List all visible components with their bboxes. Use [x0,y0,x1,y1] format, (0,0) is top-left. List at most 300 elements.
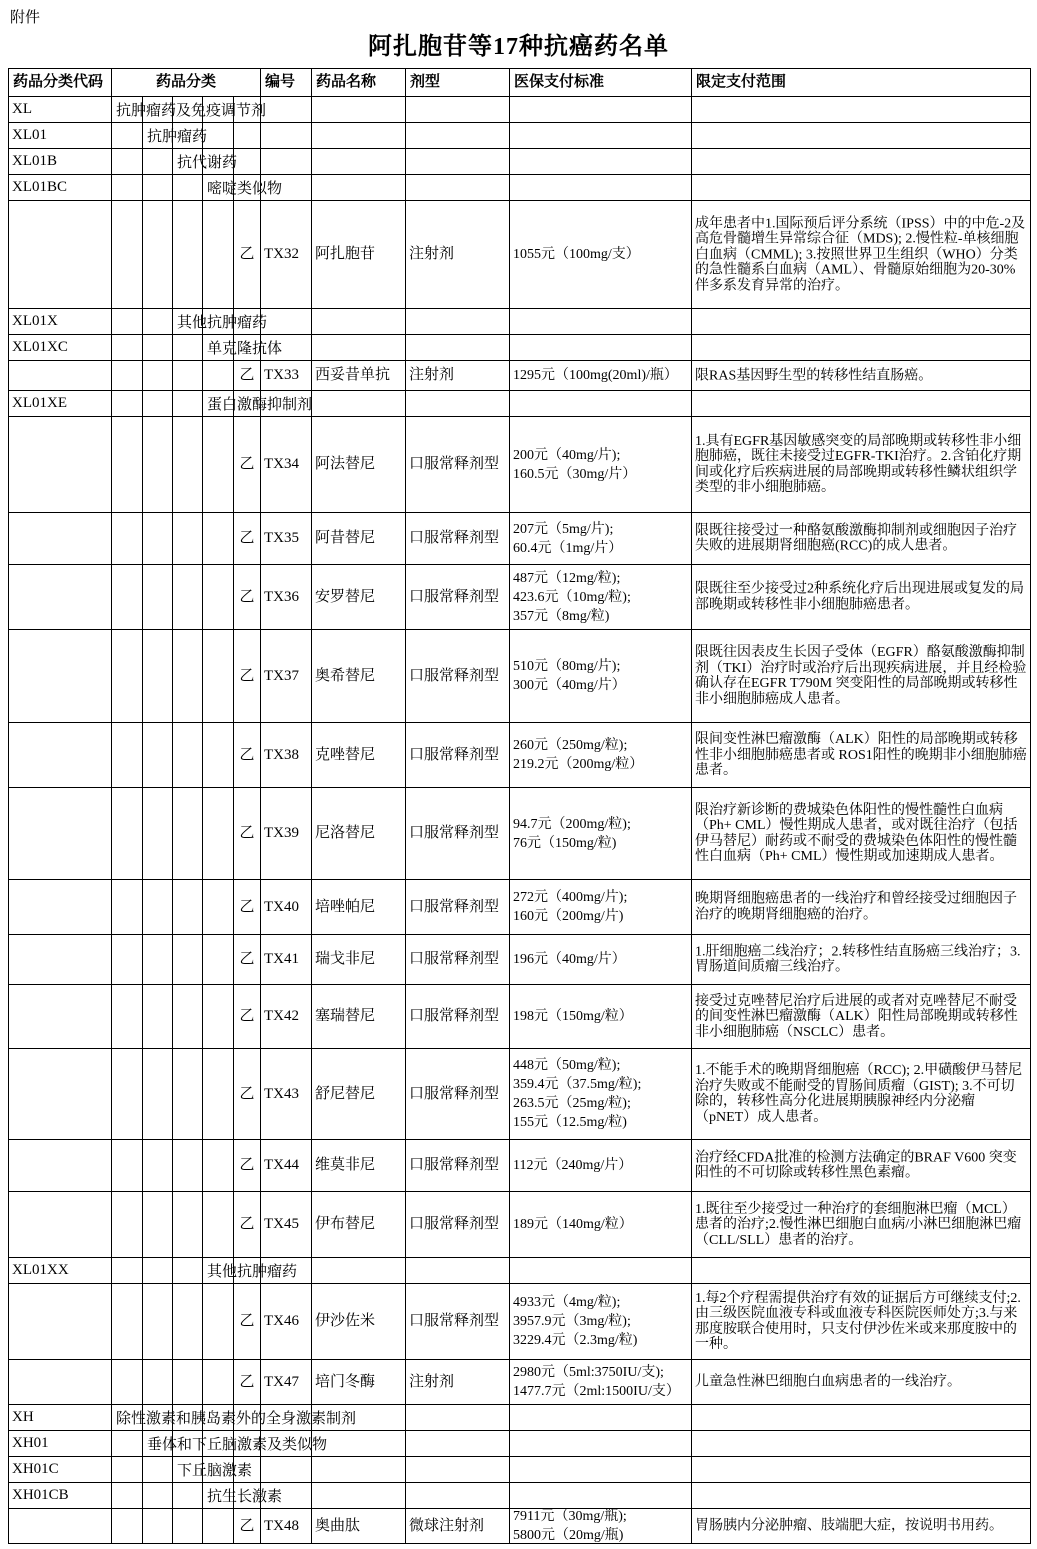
drug-name: 瑞戈非尼 [312,935,406,985]
table-cell [9,788,112,880]
table-cell [9,361,112,391]
table-cell [692,309,1031,335]
drug-name: 舒尼替尼 [312,1049,406,1140]
table-cell [510,391,692,417]
category-row [9,335,1031,361]
price-standard [510,1140,692,1192]
table-cell [143,1483,173,1509]
category-code: XL01X [9,309,112,335]
table-cell [203,1457,234,1483]
payment-scope [692,565,1031,630]
dosage-form: 口服常释剂型 [406,513,510,565]
table-cell [312,335,406,361]
table-cell [234,1431,261,1457]
drug-table [8,68,1031,1544]
category-row [9,1258,1031,1284]
table-cell [143,565,173,630]
table-cell [143,123,173,149]
table-cell [312,97,406,123]
category-code: XL01B [9,149,112,175]
payment-scope [692,1049,1031,1140]
table-cell [9,417,112,513]
category-row [9,123,1031,149]
table-cell [234,1405,261,1431]
drug-row [9,1284,1031,1360]
table-cell [112,123,143,149]
category-label: 抗肿瘤药及免疫调节剂 [116,103,267,119]
dosage-form: 口服常释剂型 [406,788,510,880]
drug-no: TX40 [261,880,312,935]
table-cell [261,1405,312,1431]
table-cell [406,97,510,123]
payment-scope-text: 限RAS基因野生型的转移性结直肠癌。 [695,367,933,383]
grade-cell: 乙 [234,565,261,630]
table-cell [143,1284,173,1360]
category-row [9,391,1031,417]
table-cell [261,149,312,175]
table-cell [112,175,143,201]
table-cell [9,630,112,723]
header-cell-1: 药品分类 [112,69,261,97]
table-cell [692,391,1031,417]
payment-scope-text: 成年患者中1.国际预后评分系统（IPSS）中的中危-2及高危骨髓增生异常综合征（MDS); 2.慢性粒-单核细胞白血病（CMML); 3.按照世界卫生组织（WHO）分类的急性髓系白血病（AML）、骨髓原始细胞为20-30%伴多系发育异常的治疗。 [695,215,1026,293]
price-standard [510,1509,692,1544]
table-cell [510,1483,692,1509]
table-cell [173,513,203,565]
table-cell [234,1457,261,1483]
table-cell [173,1049,203,1140]
dosage-form: 口服常释剂型 [406,565,510,630]
table-cell [261,97,312,123]
table-cell [510,1258,692,1284]
drug-no: TX48 [261,1509,312,1544]
table-cell [406,1457,510,1483]
table-cell [173,1360,203,1405]
table-cell [234,335,261,361]
table-cell [692,123,1031,149]
payment-scope-text: 1.不能手术的晚期肾细胞癌（RCC); 2.甲磺酸伊马替尼治疗失败或不能耐受的胃肠间质瘤（GIST); 3.不可切除的，转移性高分化进展期胰腺神经内分泌瘤（pNET）成人患者。 [695,1063,1023,1125]
drug-row [9,417,1031,513]
drug-row [9,1192,1031,1258]
price-line: 260元（250mg/粒); [513,738,628,753]
table-cell [143,391,173,417]
table-cell [510,123,692,149]
dosage-form: 微球注射剂 [406,1509,510,1544]
table-cell [203,309,234,335]
table-cell [173,201,203,309]
dosage-form: 口服常释剂型 [406,1049,510,1140]
table-cell [173,1140,203,1192]
table-cell [692,175,1031,201]
table-cell [203,513,234,565]
drug-row [9,985,1031,1049]
drug-name: 尼洛替尼 [312,788,406,880]
drug-row [9,880,1031,935]
table-cell [112,1457,143,1483]
category-row [9,309,1031,335]
table-cell [510,97,692,123]
payment-scope [692,935,1031,985]
drug-no: TX44 [261,1140,312,1192]
price-standard [510,1360,692,1405]
grade-cell: 乙 [234,880,261,935]
table-cell [234,1258,261,1284]
table-cell [9,513,112,565]
drug-row [9,1509,1031,1544]
table-cell [9,1284,112,1360]
price-line: 448元（50mg/粒); [513,1058,621,1073]
grade-cell: 乙 [234,201,261,309]
table-cell [692,97,1031,123]
price-standard [510,361,692,391]
drug-no: TX35 [261,513,312,565]
table-cell [173,1258,203,1284]
grade-cell: 乙 [234,1284,261,1360]
table-cell [173,335,203,361]
price-standard [510,565,692,630]
table-cell [112,1192,143,1258]
drug-no: TX32 [261,201,312,309]
dosage-form: 口服常释剂型 [406,1192,510,1258]
table-cell [9,565,112,630]
table-cell [143,1192,173,1258]
table-cell [143,985,173,1049]
table-cell [406,123,510,149]
table-cell [112,630,143,723]
table-cell [143,1509,173,1544]
table-cell [510,1457,692,1483]
payment-scope-text: 1.每2个疗程需提供治疗有效的证据后方可继续支付;2.由三级医院血液专科或血液专科医院医师处方;3.与来那度胺联合使用时，只支付伊沙佐米或来那度胺中的一种。 [695,1290,1021,1352]
table-cell [261,1457,312,1483]
grade-cell: 乙 [234,985,261,1049]
table-cell [312,175,406,201]
table-cell [510,149,692,175]
table-cell [173,723,203,788]
table-cell [234,149,261,175]
drug-name: 西妥昔单抗 [312,361,406,391]
drug-no: TX43 [261,1049,312,1140]
table-cell [312,391,406,417]
table-cell [143,1140,173,1192]
table-cell [112,565,143,630]
table-cell [261,1258,312,1284]
table-cell [406,335,510,361]
drug-name: 安罗替尼 [312,565,406,630]
table-cell [203,1509,234,1544]
table-cell [234,123,261,149]
drug-no: TX33 [261,361,312,391]
table-cell [9,1140,112,1192]
table-cell [510,335,692,361]
table-cell [173,309,203,335]
price-standard [510,513,692,565]
table-cell [510,1431,692,1457]
price-line: 272元（400mg/片); [513,890,628,905]
drug-no: TX47 [261,1360,312,1405]
payment-scope-text: 限既往至少接受过2种系统化疗后出现进展或复发的局部晚期或转移性非小细胞肺癌患者。 [695,581,1024,612]
table-cell [143,201,173,309]
price-standard [510,630,692,723]
category-code: XH01CB [9,1483,112,1509]
table-cell [203,1360,234,1405]
table-cell [261,391,312,417]
price-line: 5800元（20mg/瓶) [513,1528,624,1543]
table-cell [112,417,143,513]
grade-cell: 乙 [234,1509,261,1544]
category-code: XL01XX [9,1258,112,1284]
price-line: 189元（140mg/粒） [513,1217,633,1232]
drug-no: TX41 [261,935,312,985]
table-cell [173,630,203,723]
table-cell [203,630,234,723]
payment-scope [692,1140,1031,1192]
table-cell [143,149,173,175]
table-cell [173,880,203,935]
table-cell [203,361,234,391]
table-cell [112,1405,143,1431]
table-cell [406,149,510,175]
table-cell [143,788,173,880]
table-cell [143,1258,173,1284]
grade-cell: 乙 [234,513,261,565]
drug-no: TX34 [261,417,312,513]
drug-name: 伊沙佐米 [312,1284,406,1360]
drug-name: 奥希替尼 [312,630,406,723]
category-code: XL01BC [9,175,112,201]
table-cell [9,1509,112,1544]
grade-cell: 乙 [234,1049,261,1140]
payment-scope [692,788,1031,880]
price-line: 160.5元（30mg/片） [513,466,637,482]
payment-scope-text: 限间变性淋巴瘤激酶（ALK）阳性的局部晚期或转移性非小细胞肺癌患者或 ROS1阳性的晚期非小细胞肺癌患者。 [695,731,1027,778]
grade-cell: 乙 [234,788,261,880]
table-cell [203,788,234,880]
table-cell [261,175,312,201]
category-label: 抗生长激素 [207,1489,283,1505]
category-label: 蛋白激酶抑制剂 [207,397,313,413]
category-code: XH [9,1405,112,1431]
price-line: 7911元（30mg/瓶); [513,1509,627,1524]
table-cell [406,1258,510,1284]
table-cell [9,985,112,1049]
table-cell [112,1483,143,1509]
dosage-form: 口服常释剂型 [406,880,510,935]
header-cell-3: 药品名称 [312,69,406,97]
table-cell [112,880,143,935]
table-cell [143,1049,173,1140]
category-row [9,175,1031,201]
drug-no: TX38 [261,723,312,788]
header-cell-0: 药品分类代码 [9,69,112,97]
grade-cell: 乙 [234,1360,261,1405]
category-code: XH01 [9,1431,112,1457]
table-cell [234,175,261,201]
dosage-form: 口服常释剂型 [406,1284,510,1360]
table-cell [692,1431,1031,1457]
table-cell [9,201,112,309]
table-cell [234,391,261,417]
drug-no: TX45 [261,1192,312,1258]
table-cell [510,1405,692,1431]
table-cell [112,985,143,1049]
table-cell [112,149,143,175]
grade-cell: 乙 [234,630,261,723]
payment-scope [692,417,1031,513]
price-line: 2980元（5ml:3750IU/支); [513,1365,664,1380]
dosage-form: 口服常释剂型 [406,630,510,723]
header-cell-2: 编号 [261,69,312,97]
table-cell [143,723,173,788]
category-code: XL01XC [9,335,112,361]
table-cell [203,149,234,175]
drug-name: 阿法替尼 [312,417,406,513]
price-line: 423.6元（10mg/粒); [513,589,631,605]
table-cell [406,1405,510,1431]
grade-cell: 乙 [234,1140,261,1192]
category-label: 抗代谢药 [177,155,238,171]
table-cell [312,1405,406,1431]
drug-name: 克唑替尼 [312,723,406,788]
price-standard [510,417,692,513]
drug-name: 阿扎胞苷 [312,201,406,309]
drug-no: TX42 [261,985,312,1049]
table-cell [234,1483,261,1509]
price-line: 94.7元（200mg/粒); [513,816,631,832]
table-cell [143,1405,173,1431]
payment-scope [692,1192,1031,1258]
price-line: 487元（12mg/粒); [513,570,621,586]
table-cell [143,97,173,123]
table-cell [203,1049,234,1140]
drug-name: 伊布替尼 [312,1192,406,1258]
price-line: 1055元（100mg/支） [513,247,640,262]
table-cell [692,1457,1031,1483]
table-cell [203,1192,234,1258]
payment-scope [692,1284,1031,1360]
price-standard [510,201,692,309]
drug-no: TX39 [261,788,312,880]
payment-scope [692,201,1031,309]
table-cell [173,175,203,201]
table-cell [261,309,312,335]
price-line: 219.2元（200mg/粒） [513,757,644,772]
payment-scope-text: 限既往接受过一种酪氨酸激酶抑制剂或细胞因子治疗失败的进展期肾细胞癌(RCC)的成人患者。 [695,523,1017,554]
table-cell [312,123,406,149]
table-cell [173,1405,203,1431]
table-cell [203,417,234,513]
header-cell-5: 医保支付标准 [510,69,692,97]
drug-row [9,565,1031,630]
table-cell [143,880,173,935]
table-cell [143,1431,173,1457]
drug-no: TX36 [261,565,312,630]
table-cell [112,335,143,361]
table-cell [692,335,1031,361]
table-cell [203,1405,234,1431]
table-cell [112,1284,143,1360]
price-standard [510,723,692,788]
price-line: 60.4元（1mg/片） [513,540,623,556]
table-cell [173,361,203,391]
table-cell [9,1049,112,1140]
payment-scope-text: 接受过克唑替尼治疗后进展的或者对克唑替尼不耐受的间变性淋巴瘤激酶（ALK）阳性局部晚期或转移性非小细胞肺癌（NSCLC）患者。 [695,993,1018,1040]
table-cell [173,391,203,417]
table-cell [234,97,261,123]
table-cell [9,723,112,788]
table-cell [203,1258,234,1284]
drug-name: 塞瑞替尼 [312,985,406,1049]
payment-scope [692,1360,1031,1405]
table-cell [143,1360,173,1405]
table-cell [406,309,510,335]
grade-cell: 乙 [234,1192,261,1258]
table-cell [692,1405,1031,1431]
drug-row [9,788,1031,880]
category-row [9,1457,1031,1483]
table-cell [234,309,261,335]
page-title: 阿扎胞苷等17种抗癌药名单 [368,34,669,60]
payment-scope [692,361,1031,391]
payment-scope [692,513,1031,565]
price-standard [510,788,692,880]
table-cell [203,1483,234,1509]
table-cell [112,309,143,335]
category-label: 其他抗肿瘤药 [207,1264,298,1280]
payment-scope [692,985,1031,1049]
table-cell [112,1049,143,1140]
table-cell [312,1483,406,1509]
category-row [9,1483,1031,1509]
table-cell [112,1431,143,1457]
price-standard [510,1284,692,1360]
payment-scope-text: 限既往因表皮生长因子受体（EGFR）酪氨酸激酶抑制剂（TKI）治疗时或治疗后出现疾病进展，并且经检验确认存在EGFR T790M 突变阳性的局部晚期或转移性非小细胞肺癌成人患者。 [695,645,1027,707]
category-label: 除性激素和胰岛素外的全身激素制剂 [116,1411,357,1427]
price-line: 1477.7元（2ml:1500IU/支） [513,1384,680,1399]
table-cell [143,513,173,565]
table-cell [173,1457,203,1483]
table-cell [692,1483,1031,1509]
table-cell [203,1284,234,1360]
payment-scope-text: 治疗经CFDA批准的检测方法确定的BRAF V600 突变阳性的不可切除或转移性黑色素瘤。 [695,1150,1017,1181]
drug-row [9,1049,1031,1140]
table-cell [143,309,173,335]
payment-scope-text: 1.既往至少接受过一种治疗的套细胞淋巴瘤（MCL）患者的治疗;2.慢性淋巴细胞白血病/小淋巴细胞淋巴瘤（CLL/SLL）患者的治疗。 [695,1201,1022,1248]
payment-scope-text: 限治疗新诊断的费城染色体阳性的慢性髓性白血病（Ph+ CML）慢性期成人患者，或对既往治疗（包括伊马替尼）耐药或不耐受的费城染色体阳性的慢性髓性白血病（Ph+ CML）慢性期或加速期成人患者。 [695,802,1018,864]
table-cell [143,935,173,985]
price-line: 357元（8mg/粒) [513,608,610,624]
category-label: 嘧啶类似物 [207,181,283,197]
price-line: 4933元（4mg/粒); [513,1295,621,1310]
table-cell [173,1192,203,1258]
header-cell-4: 剂型 [406,69,510,97]
payment-scope [692,880,1031,935]
drug-row [9,723,1031,788]
table-cell [203,880,234,935]
category-row [9,1431,1031,1457]
table-cell [173,149,203,175]
dosage-form: 口服常释剂型 [406,417,510,513]
category-label: 单克隆抗体 [207,341,283,357]
table-cell [406,1483,510,1509]
table-cell [173,565,203,630]
price-standard [510,880,692,935]
category-label: 垂体和下丘脑激素及类似物 [147,1437,328,1453]
dosage-form: 口服常释剂型 [406,985,510,1049]
table-cell [9,1360,112,1405]
table-cell [112,723,143,788]
price-line: 155元（12.5mg/粒) [513,1115,627,1130]
price-line: 198元（150mg/粒） [513,1009,633,1024]
